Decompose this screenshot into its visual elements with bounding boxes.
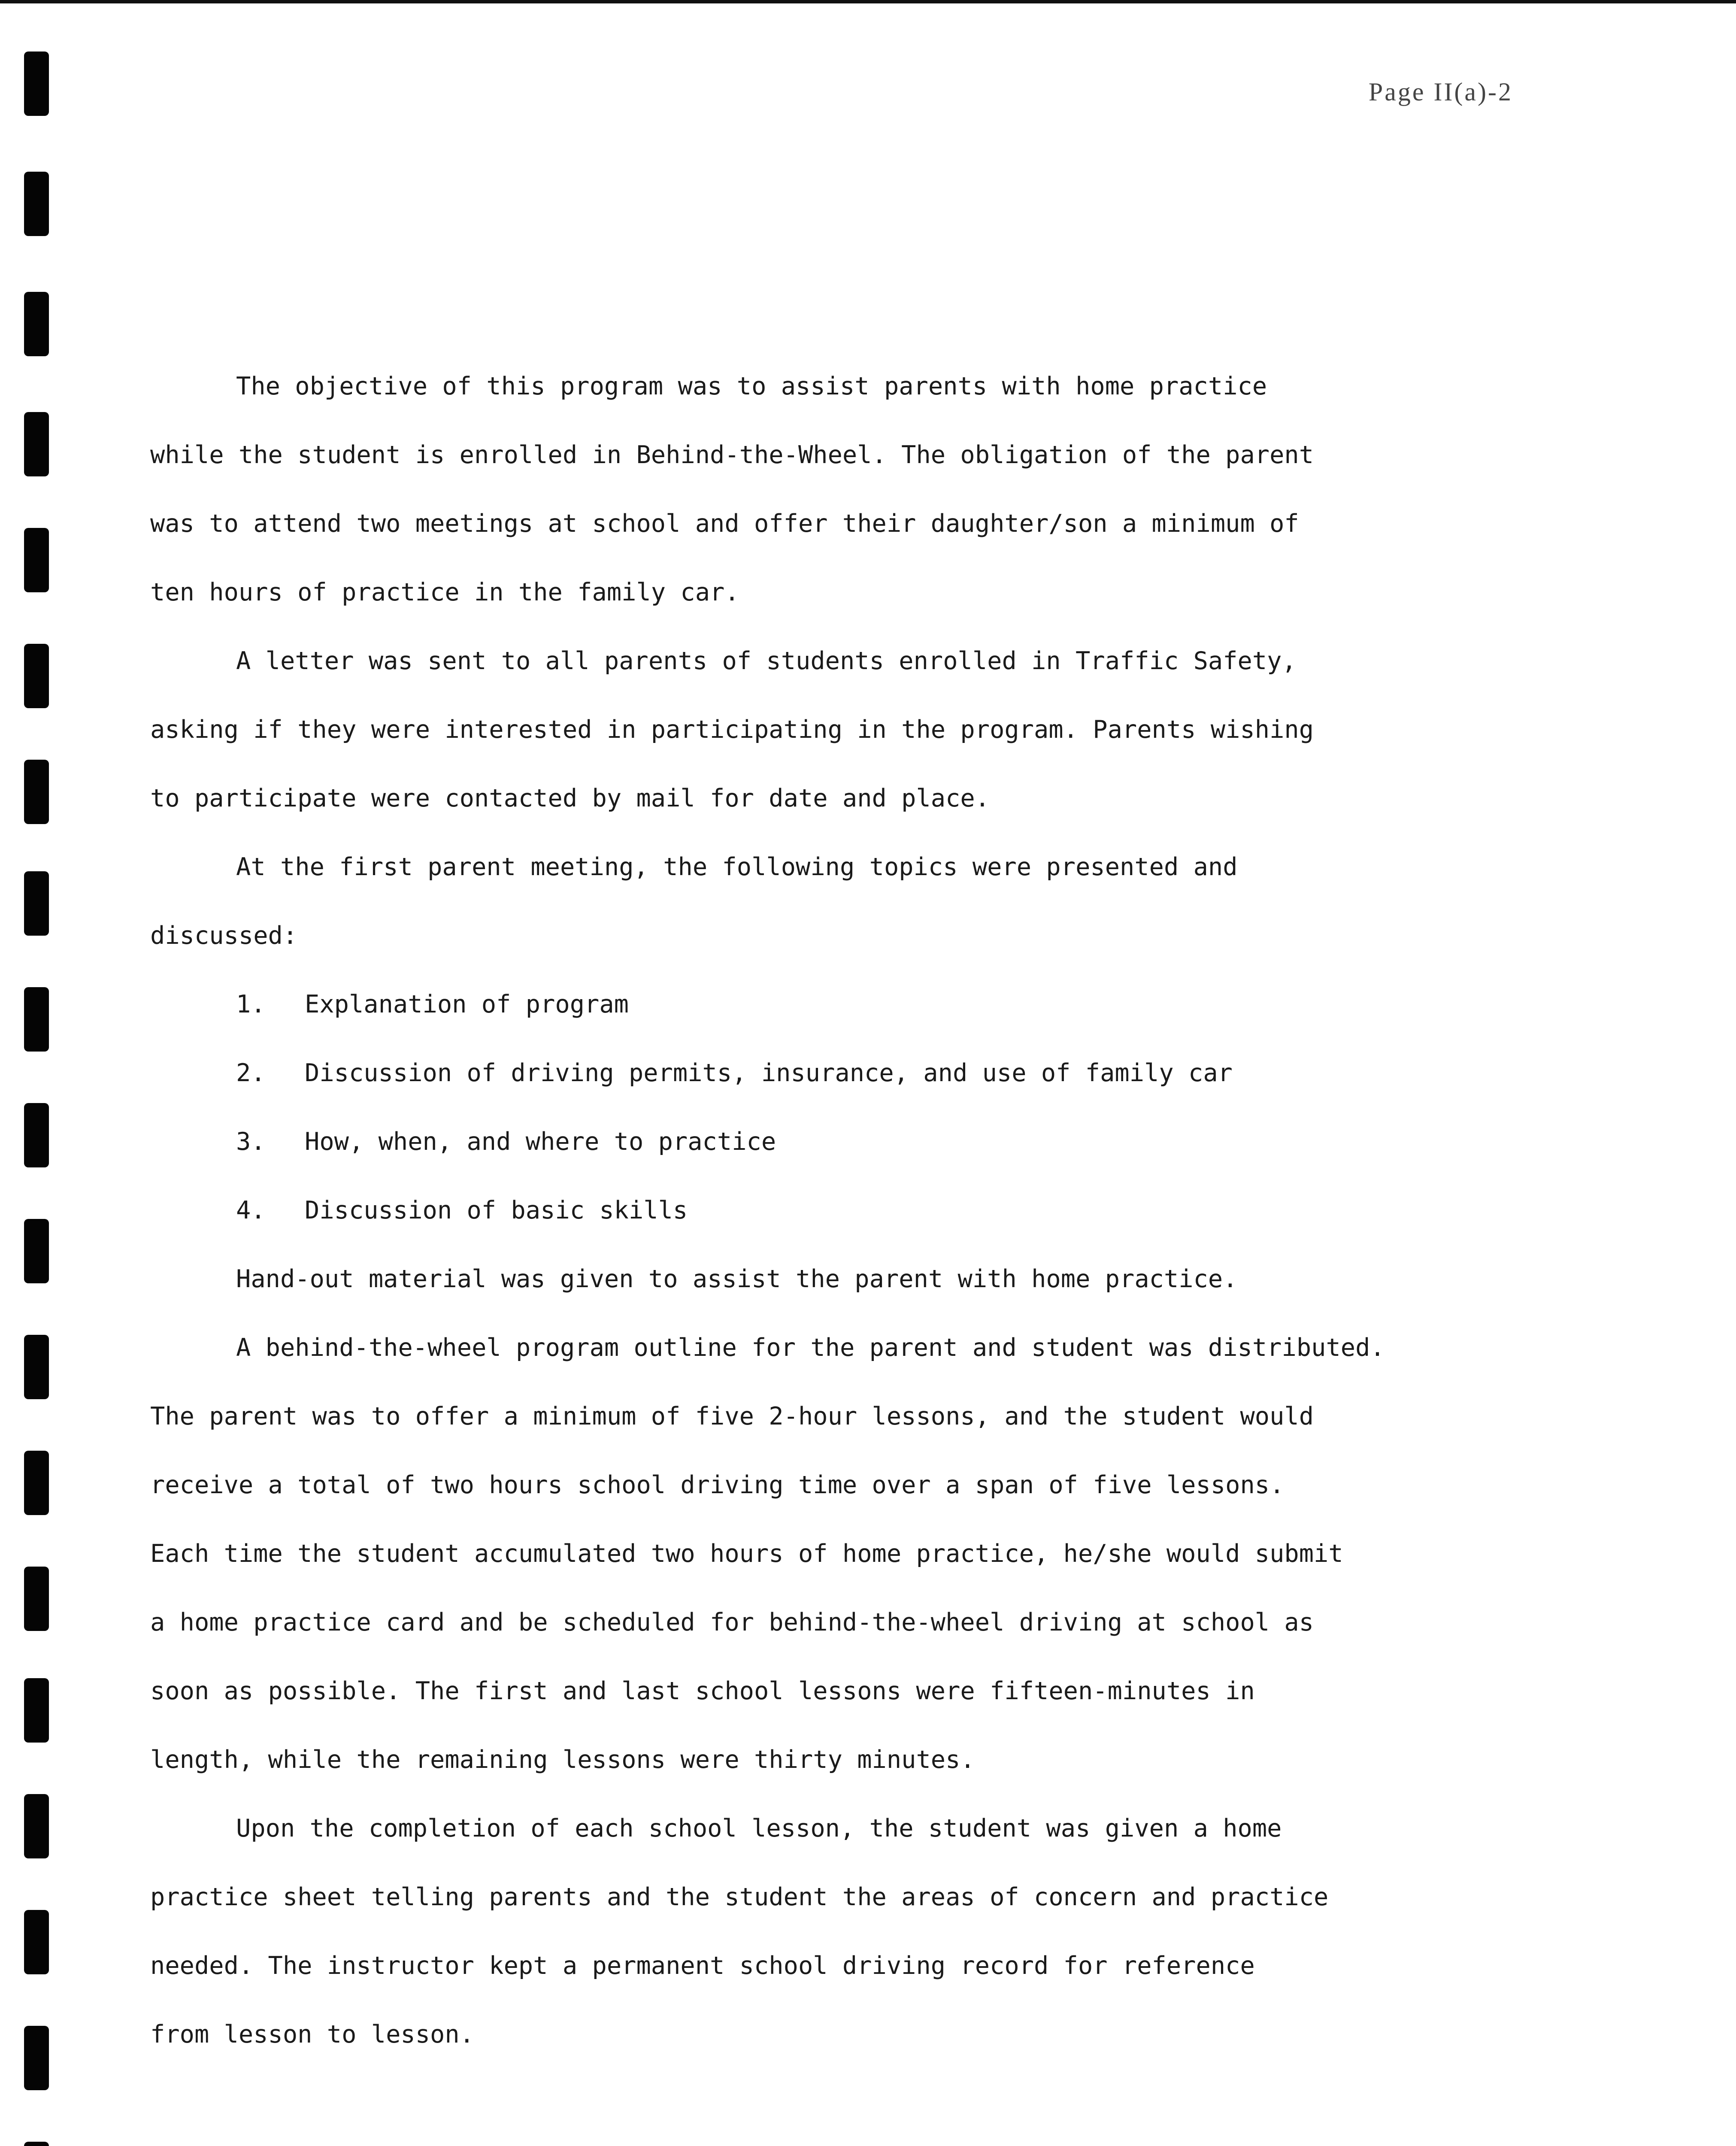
text-line: from lesson to lesson. [150,2020,474,2049]
punch-hole [24,1910,49,1974]
punch-hole [24,1678,49,1743]
punch-hole [24,644,49,708]
list-text: Discussion of driving permits, insurance, and use of family car [305,1059,1233,1087]
list-text: Discussion of basic skills [305,1196,688,1225]
text-line: Hand-out material was given to assist the parent with home practice. [236,1265,1238,1293]
paragraph-first-meeting [150,833,1601,970]
punch-hole [24,528,49,592]
list-number: 4. [236,1196,266,1225]
list-number: 3. [236,1128,266,1156]
text-line: Upon the completion of each school lesson, the student was given a home [236,1814,1282,1843]
punch-hole [24,871,49,936]
text-line: The parent was to offer a minimum of five 2-hour lessons, and the student would [150,1402,1314,1431]
punch-hole [24,1335,49,1399]
punch-hole [24,760,49,824]
paragraph-outline [150,1313,1601,1794]
text-line: soon as possible. The first and last school lessons were fifteen-minutes in [150,1677,1255,1705]
paragraph-handout [150,1245,1601,1313]
text-line: receive a total of two hours school driving time over a span of five lessons. [150,1471,1285,1499]
text-line: A behind-the-wheel program outline for the parent and student was distributed. [236,1334,1385,1362]
list-number: 2. [236,1059,266,1087]
text-line: to participate were contacted by mail for date and place. [150,784,990,812]
text-line: length, while the remaining lessons were thirty minutes. [150,1746,975,1774]
punch-hole [24,52,49,116]
punch-hole [24,1103,49,1167]
punch-hole [24,172,49,236]
list-text: Explanation of program [305,990,629,1018]
punch-hole [24,2026,49,2090]
top-border [0,0,1736,3]
punch-hole [24,1451,49,1515]
list-number: 1. [236,990,266,1018]
punch-hole [24,2142,49,2146]
punch-hole [24,987,49,1052]
text-line: needed. The instructor kept a permanent school driving record for reference [150,1952,1255,1980]
paragraph-objective [150,352,1601,627]
text-line: At the first parent meeting, the following topics were presented and [236,853,1238,881]
list-item [150,1039,1601,1107]
topic-list [150,970,1601,1245]
text-line: asking if they were interested in participating in the program. Parents wishing [150,715,1314,744]
paragraph-completion [150,1794,1601,2069]
list-text: How, when, and where to practice [305,1128,776,1156]
punch-hole [24,292,49,356]
text-line: Each time the student accumulated two hours of home practice, he/she would submit [150,1540,1343,1568]
punch-hole [24,1794,49,1858]
text-line: ten hours of practice in the family car. [150,578,739,606]
punch-hole [24,412,49,476]
text-line: The objective of this program was to assist parents with home practice [236,372,1267,400]
text-line: while the student is enrolled in Behind-the-Wheel. The obligation of the parent [150,441,1314,469]
punch-hole [24,1567,49,1631]
page-number: Page II(a)-2 [1368,78,1513,106]
list-item [150,970,1601,1039]
list-item [150,1107,1601,1176]
paragraph-letter [150,627,1601,833]
punch-hole [24,1219,49,1283]
text-line: A letter was sent to all parents of students enrolled in Traffic Safety, [236,647,1297,675]
text-line: a home practice card and be scheduled for behind-the-wheel driving at school as [150,1608,1314,1637]
text-line: practice sheet telling parents and the student the areas of concern and practice [150,1883,1329,1911]
text-line: was to attend two meetings at school and offer their daughter/son a minimum of [150,509,1299,538]
text-line: discussed: [150,921,298,950]
list-item [150,1176,1601,1245]
